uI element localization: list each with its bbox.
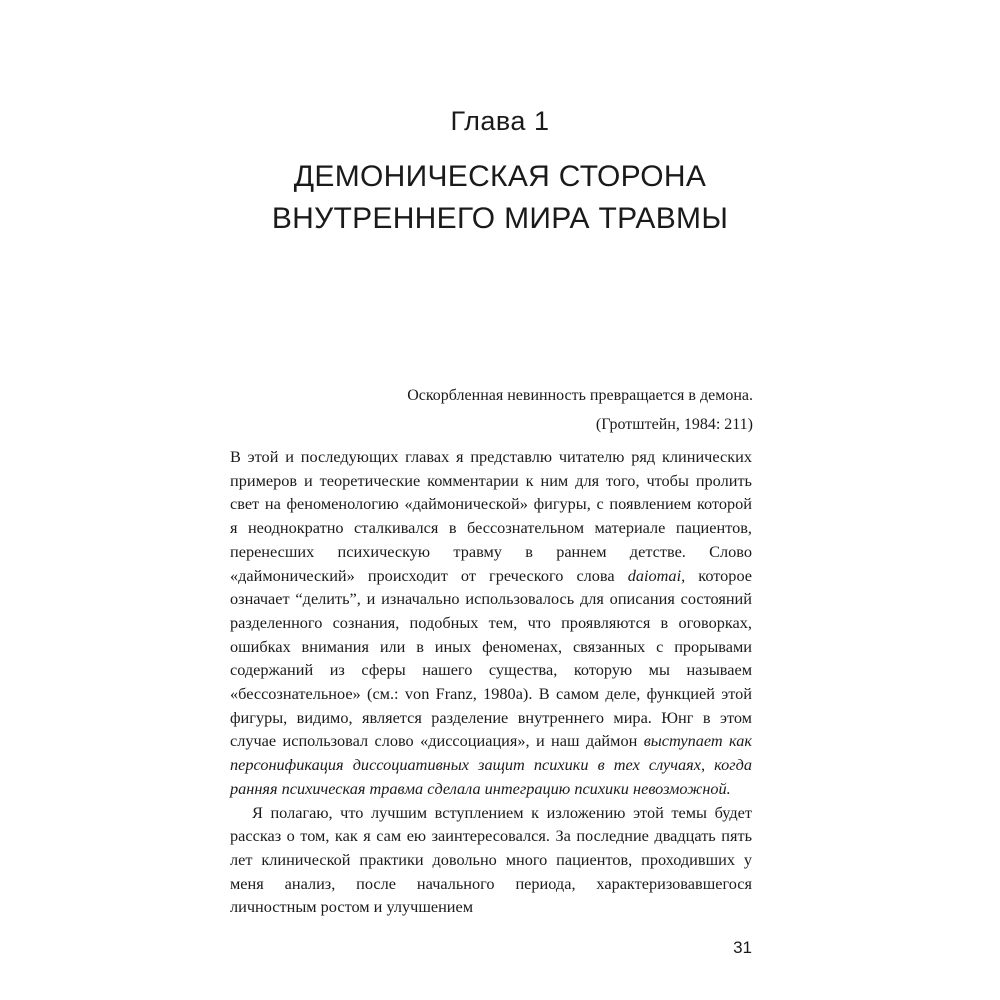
paragraph-1-italic-1: daiomai, (627, 565, 686, 585)
epigraph-source: (Гротштейн, 1984: 211) (595, 416, 753, 433)
chapter-label: Глава 1 (450, 106, 550, 136)
paragraph-1 (230, 445, 752, 801)
paragraph-2: Я полагаю, что лучшим вступлением к изложению этой темы будет рассказ о том, как я сам ею заинтересовался. За последние двадцать пять лет клинической практики довольно много пациентов, проходивших у меня анализ, после начального периода, характеризовавшегося личностным ростом и улучшением (230, 802, 752, 917)
chapter-title-line: ВНУТРЕННЕГО МИРА ТРАВМЫ (271, 202, 729, 235)
paragraph-1-part-1: В этой и последующих главах я представлю читателю ряд клинических примеров и теоретические комментарии к ним для того, чтобы пролить свет на феноменологию «даймонической» фигуры, с появлением которой я неоднократно сталкивался в бессознательном материале пациентов, перенесших психическую травму в раннем детстве. Слово «даймонический» происходит от греческого слова (230, 447, 752, 585)
chapter-title-line: ДЕМОНИЧЕСКАЯ СТОРОНА (293, 160, 707, 193)
chapter-title (0, 156, 1000, 240)
epigraph-quote: Оскорбленная невинность превращается в демона. (407, 387, 753, 404)
body-text (230, 445, 752, 919)
paragraph-1-part-2: которое означает “делить”, и изначально использовалось для описания состояний разделенного сознания, подобных тем, что проявляются в оговорках, ошибках внимания или в иных феноменах, связанных с прорывами содержаний из сферы нашего существа, которую мы называем «бессознательное» (см.: von Franz, 1980a). В самом деле, функцией этой фигуры, видимо, является разделение внутреннего мира. Юнг в этом случае использовал слово «диссоциация», и наш даймон (230, 565, 753, 751)
paragraph-1-italic-2: выступает как персонификация диссоциативных защит психики в тех случаях, когда ранняя психическая травма сделала интеграцию психики невозможной. (230, 731, 752, 798)
epigraph (233, 383, 753, 438)
page-number: 31 (733, 938, 752, 957)
